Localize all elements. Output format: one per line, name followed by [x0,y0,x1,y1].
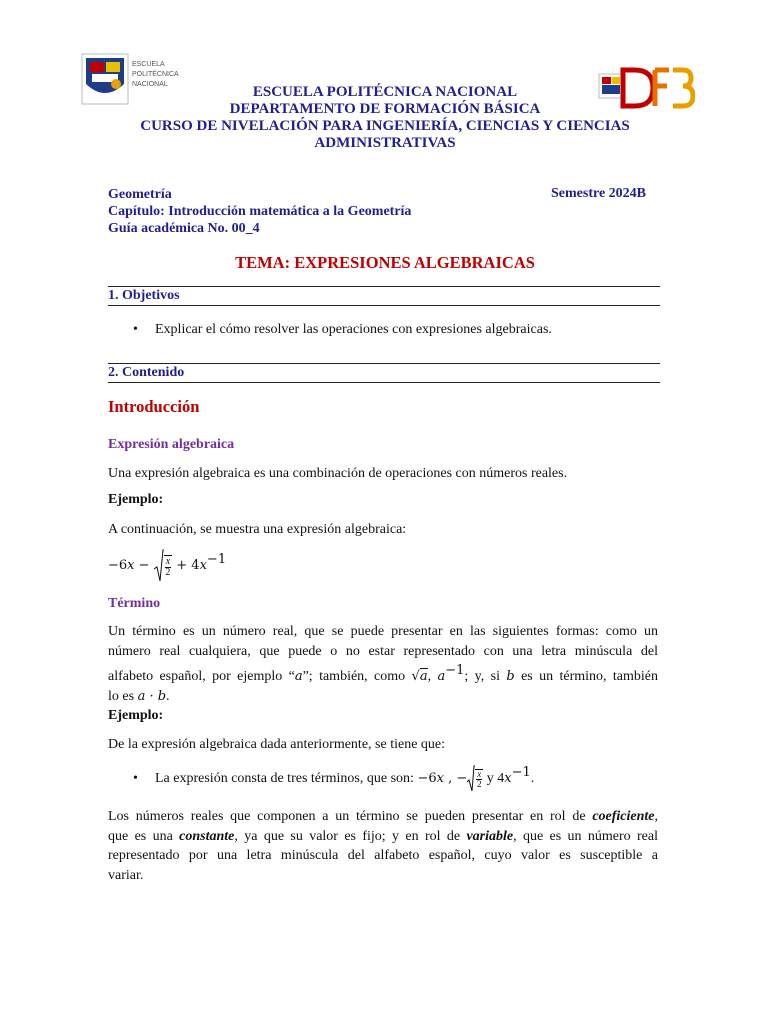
algebraic-expression: −6x − $\frac{x}{2}$ + $4x^{-1}$ [108,549,226,583]
semester: Semestre 2024B [551,186,646,201]
institution-header [100,84,670,152]
example-label-2: Ejemplo: [108,708,164,723]
topic-title: TEMA: EXPRESIONES ALGEBRAICAS [235,253,535,272]
subject: Geometría [108,187,172,202]
coefficient-variable-paragraph: Los números reales que componen a un término se pueden presentar en rol de coeficiente, que es una constante, ya que su valor es fijo; y en rol de variable, que es un número real representado por una letra minúscula del alfabeto español, cuyo valor es susceptible a variar. [108,809,658,883]
intro-heading: Introducción [108,397,200,416]
terms-item: La expresión consta de tres términos, que son: −6x , − $\frac{x}{2}$ y $4x^{-1}$. [155,765,534,793]
bullet-icon: • [133,771,138,786]
square-root: $\frac{x}{2}$ [154,549,172,583]
term-heading: Término [108,596,161,611]
logo-text-3: NACIONAL [132,81,168,88]
expression-definition: Una expresión algebraica es una combinación de operaciones con números reales. [108,466,568,481]
example-intro-2: De la expresión algebraica dada anteriormente, se tiene que: [108,737,446,752]
term-definition: Un término es un número real, que se puede presentar en las siguientes formas: como un número real cualquiera, que puede o no estar representado con una letra minúscula del alfabeto español, por ejemplo “a”; también, como √a, $a^{-1}$; y, si b es un término, también lo es a · b. [108,624,658,704]
header-line-2: DEPARTAMENTO DE FORMACIÓN BÁSICA [229,101,541,117]
header-line-3: CURSO DE NIVELACIÓN PARA INGENIERÍA, CIENCIAS Y CIENCIAS [140,118,630,134]
objective-item: Explicar el cómo resolver las operaciones con expresiones algebraicas. [155,322,552,337]
section-objectives-heading: 1. Objetivos [108,286,660,306]
example-intro-1: A continuación, se muestra una expresión algebraica: [108,522,407,537]
logo-text-2: POLITÉCNICA [132,71,179,78]
header-line-4: ADMINISTRATIVAS [314,135,456,151]
square-root: $\frac{x}{2}$ [467,765,483,793]
logo-text-1: ESCUELA [132,61,165,68]
section-content-heading: 2. Contenido [108,363,660,383]
guide-number: Guía académica No. 00_4 [108,221,260,236]
course-meta [108,186,411,237]
expression-heading: Expresión algebraica [108,437,235,452]
bullet-icon: • [133,322,138,337]
header-line-1: ESCUELA POLITÉCNICA NACIONAL [252,84,518,100]
chapter: Capítulo: Introducción matemática a la Geometría [108,204,412,219]
example-label-1: Ejemplo: [108,492,164,507]
